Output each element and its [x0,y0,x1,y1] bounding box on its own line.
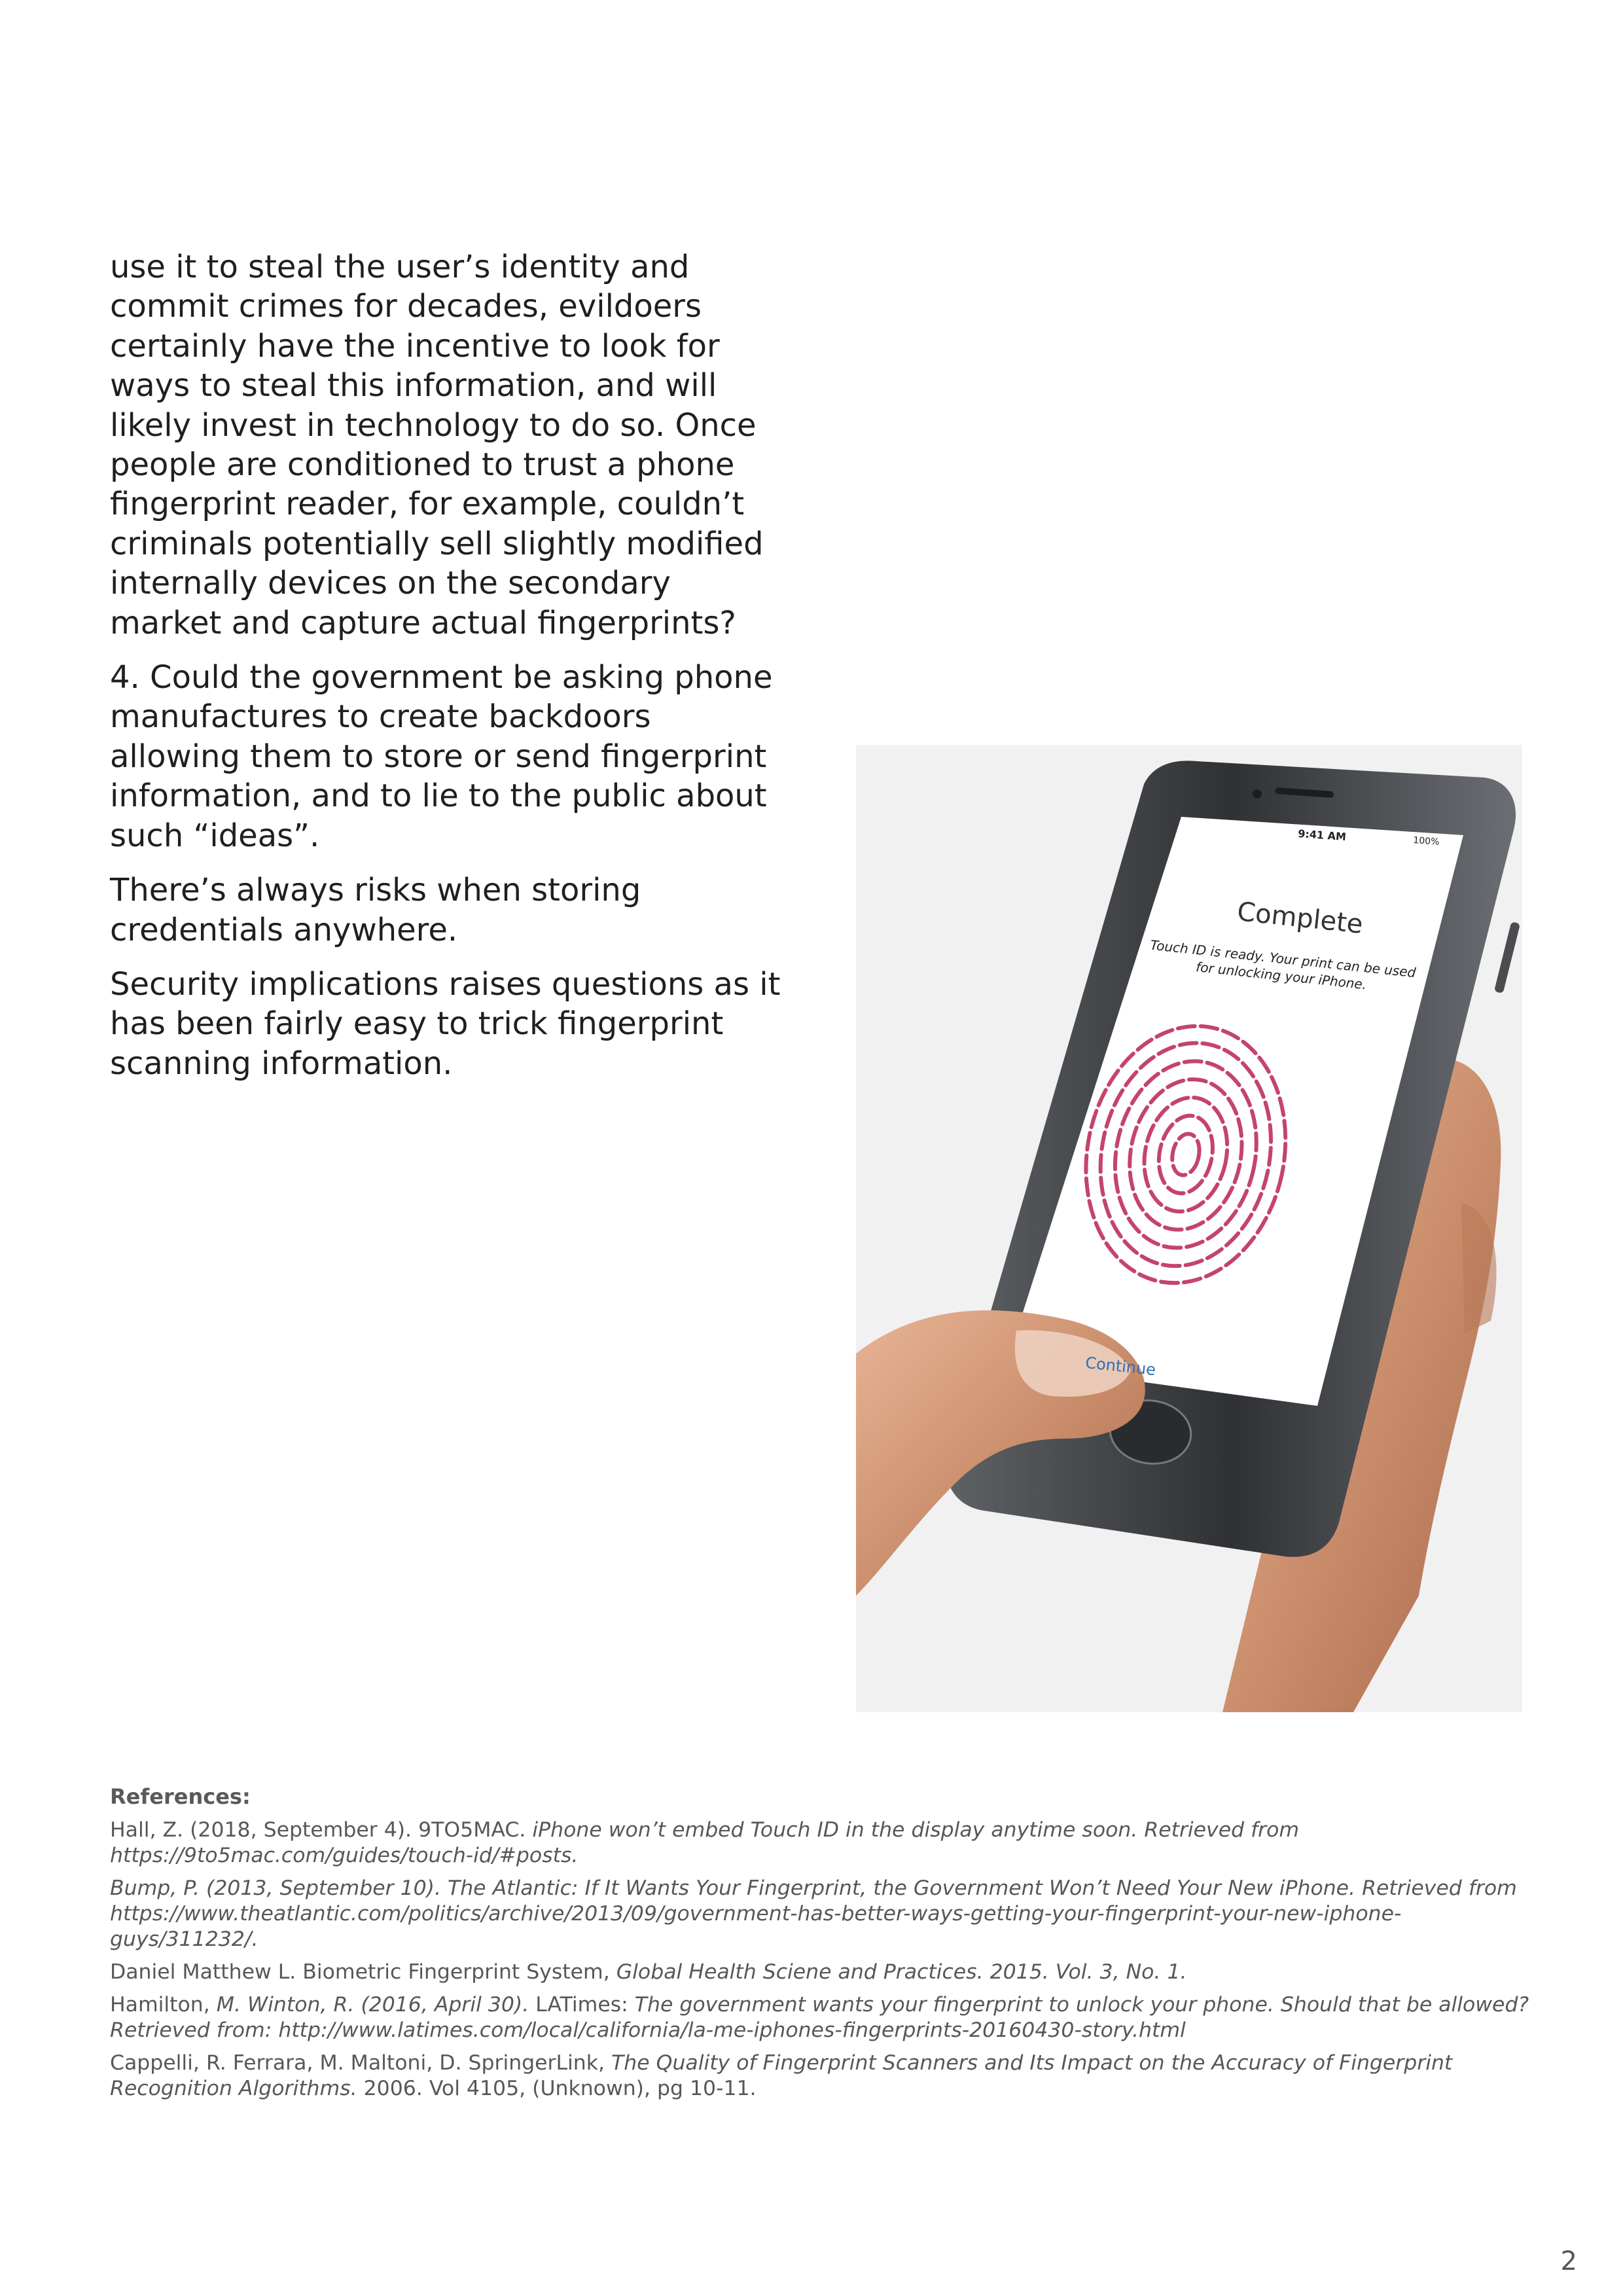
continue-button[interactable]: Continue [1084,1354,1157,1380]
page-number: 2 [1560,2246,1577,2276]
references-section [110,1784,1533,2109]
screen-title: Complete [1236,897,1364,940]
photo-illustration [856,745,1522,1712]
reference-item: Bump, P. (2013, September 10). The Atlantic: If It Wants Your Fingerprint, the Government Won’t Need Your New iPhone. Retrieved from https://www.theatlantic.com/politics/archive/2013/09/government-has-better-ways-getting-your-fingerprint-your-new-iphone-guys/311232/. [110,1876,1517,1951]
references-heading: References: [110,1784,251,1809]
paragraph-storage-risks: There’s always risks when storing credentials anywhere. [110,872,641,948]
reference-item: Hall, Z. (2018, September 4). 9TO5MAC. iPhone won’t embed Touch ID in the display anytime soon. Retrieved from https://9to5mac.com/guides/touch-id/#posts. [110,1818,1300,1867]
body-text [110,247,791,1098]
paragraph-government-backdoors: 4. Could the government be asking phone manufactures to create backdoors allowing them to store or send fingerprint information, and to lie to the public about such “ideas”. [110,659,773,854]
status-battery: 100% [1412,835,1440,848]
paragraph-security-implications: Security implications raises questions as it has been fairly easy to trick fingerprint scanning information. [110,965,781,1082]
reference-item: Cappelli, R. Ferrara, M. Maltoni, D. SpringerLink, The Quality of Fingerprint Scanners and Its Impact on the Accuracy of Fingerprint Recognition Algorithms. 2006. Vol 4105, (Unknown), pg 10-11. [110,2051,1453,2100]
reference-item: Daniel Matthew L. Biometric Fingerprint System, Global Health Sciene and Practices. 2015. Vol. 3, No. 1. [110,1960,1187,1984]
status-time: 9:41 AM [1297,827,1347,844]
iphone-touch-id-photo [856,745,1522,1712]
reference-item: Hamilton, M. Winton, R. (2016, April 30). LATimes: The government wants your fingerprint to unlock your phone. Should that be allowed? Retrieved from: http://www.latimes.com/local/california/la-me-iphones-fingerprints-20160430-story.html [110,1993,1529,2042]
screen-message: Touch ID is ready. Your print can be used for unlocking your iPhone. [1149,937,1417,993]
paragraph-identity-theft: use it to steal the user’s identity and commit crimes for decades, evildoers certainly have the incentive to look for ways to steal this information, and will likely invest in technology to do so. Once people are conditioned to trust a phone fingerprint reader, for example, couldn’t criminals potentially sell slightly modified internally devices on the secondary market and capture actual fingerprints? [110,249,764,641]
